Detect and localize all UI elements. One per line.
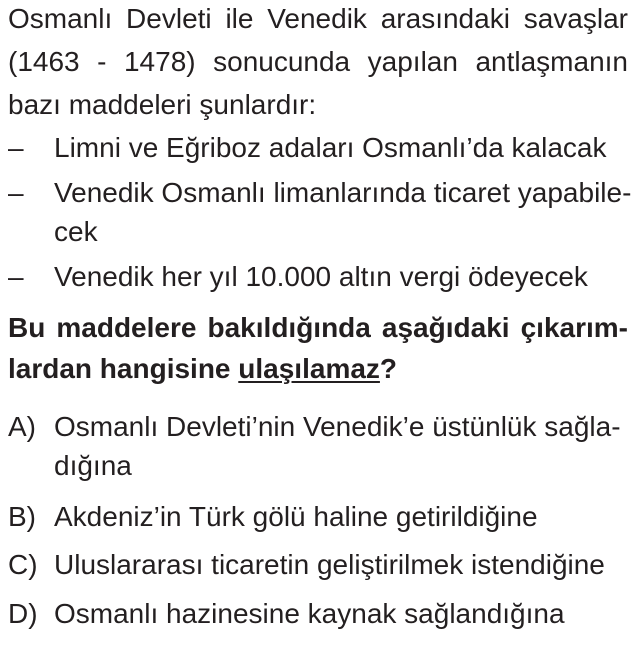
option-letter: A) (8, 411, 36, 442)
option-text: Akdeniz’in Türk gölü haline getirildiğine (54, 501, 538, 532)
dash-marker: – (8, 132, 24, 163)
option-text: Uluslararası ticaretin geliştirilmek istendiğine (54, 549, 605, 580)
dash-marker: – (8, 261, 24, 292)
option-letter: C) (8, 549, 38, 580)
option-text: Osmanlı Devleti’nin Venedik’e üstünlük sağla- (54, 411, 621, 442)
option-letter: B) (8, 501, 36, 532)
option-text-continued: dığına (54, 450, 132, 481)
bullet-text-continued: cek (54, 216, 98, 247)
question-stem-line-1: Bu maddelere bakıldığında aşağıdaki çıkarım- (8, 312, 628, 343)
intro-line-2: (1463 - 1478) sonucunda yapılan antlaşmanın (8, 46, 628, 77)
bullet-text: Limni ve Eğriboz adaları Osmanlı’da kalacak (54, 132, 607, 163)
question-mark: ? (379, 353, 398, 384)
bullet-text: Venedik Osmanlı limanlarında ticaret yapabile- (54, 177, 632, 208)
question-stem-line-2 (8, 352, 397, 386)
bullet-text: Venedik her yıl 10.000 altın vergi ödeyecek (54, 261, 588, 292)
option-text: Osmanlı hazinesine kaynak sağlandığına (54, 598, 565, 629)
intro-line-3: bazı maddeleri şunlardır: (8, 89, 317, 120)
intro-line-1: Osmanlı Devleti ile Venedik arasındaki savaşlar (8, 3, 628, 34)
negative-keyword: ulaşılamaz (238, 353, 380, 384)
option-letter: D) (8, 598, 38, 629)
dash-marker: – (8, 177, 24, 208)
question-stem-text: lardan hangisine (8, 353, 239, 384)
